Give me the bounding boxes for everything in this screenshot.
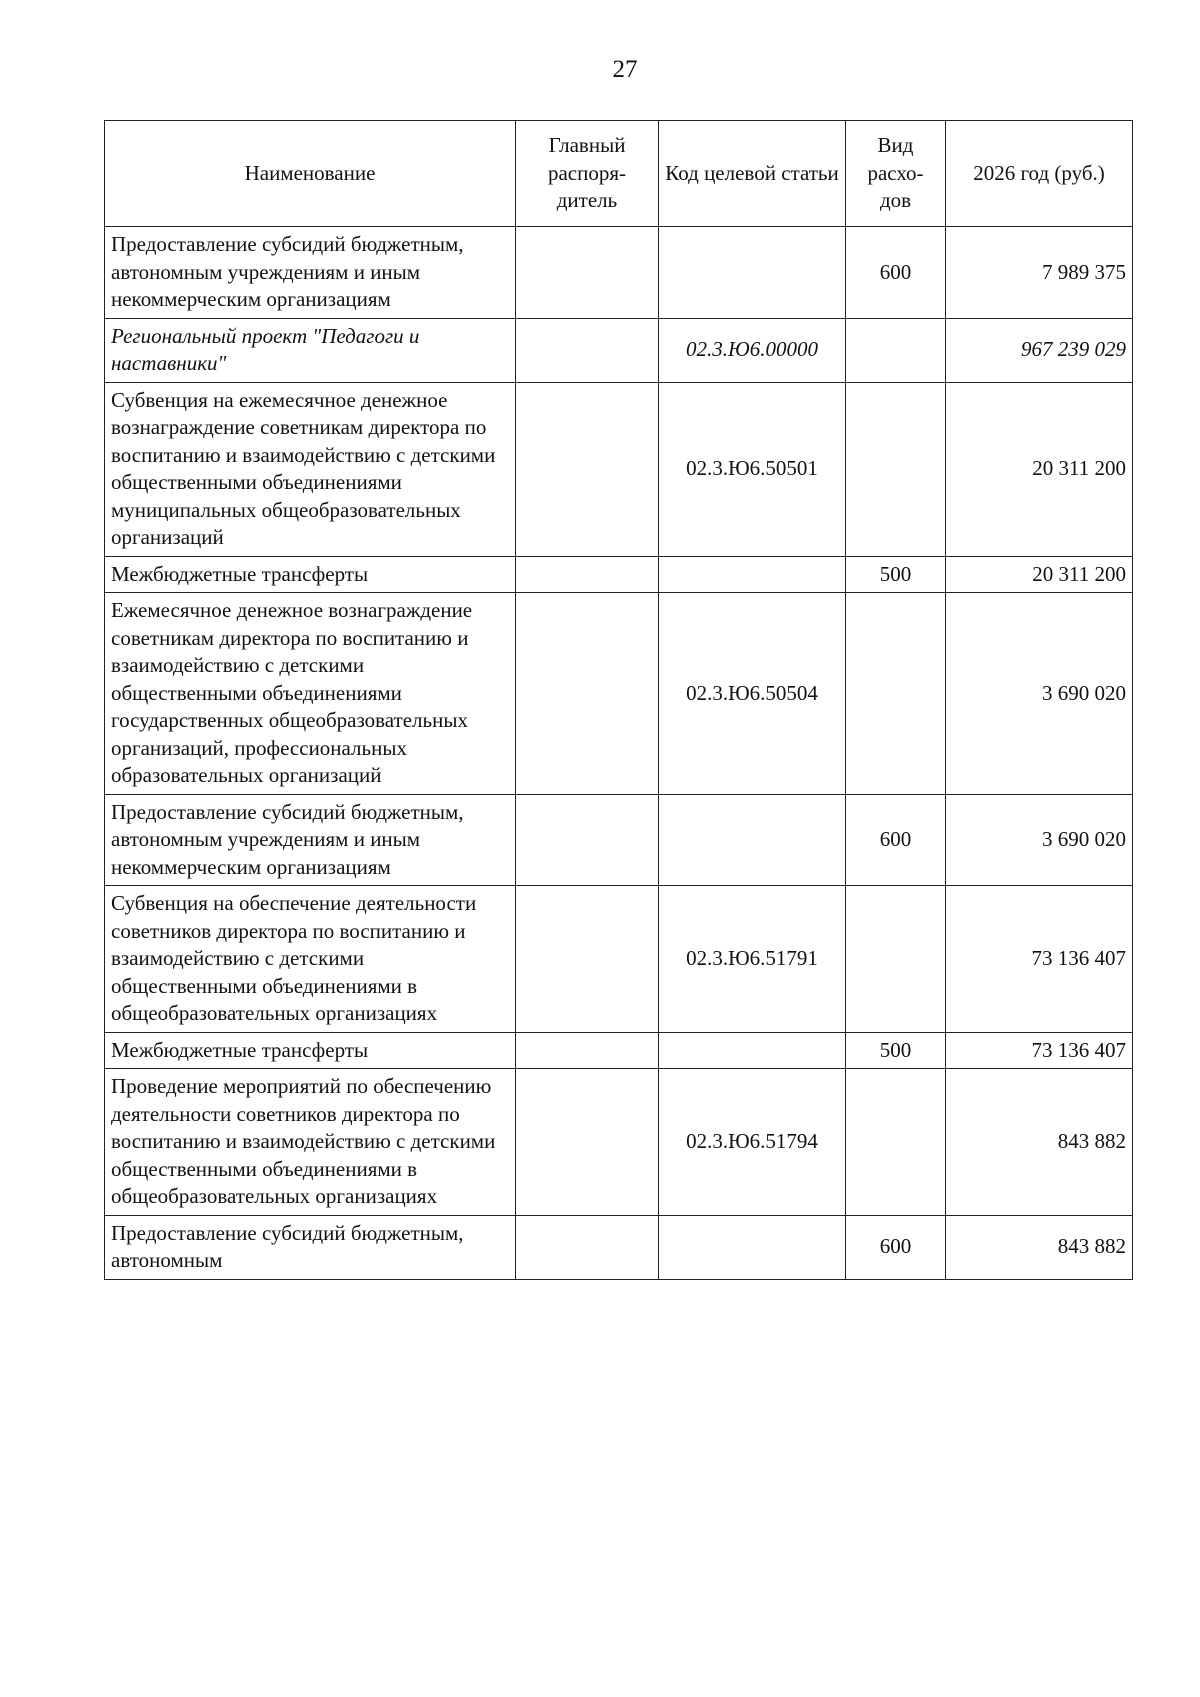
cell-grbs bbox=[516, 227, 659, 319]
page-number: 27 bbox=[612, 56, 638, 83]
header-code: Код целевой статьи bbox=[659, 121, 846, 227]
cell-vr: 500 bbox=[846, 1032, 946, 1069]
table-row bbox=[105, 593, 1133, 795]
cell-sum: 20 311 200 bbox=[946, 556, 1133, 593]
table-row bbox=[105, 886, 1133, 1033]
cell-grbs bbox=[516, 794, 659, 886]
cell-grbs bbox=[516, 1215, 659, 1279]
cell-code bbox=[659, 1215, 846, 1279]
cell-sum: 843 882 bbox=[946, 1069, 1133, 1216]
cell-code bbox=[659, 794, 846, 886]
header-vr: Вид расхо-дов bbox=[846, 121, 946, 227]
cell-name: Предоставление субсидий бюджетным, автономным bbox=[105, 1215, 516, 1279]
budget-table bbox=[104, 120, 1133, 1280]
table-row bbox=[105, 794, 1133, 886]
cell-sum: 843 882 bbox=[946, 1215, 1133, 1279]
cell-code: 02.3.Ю6.51794 bbox=[659, 1069, 846, 1216]
cell-vr: 600 bbox=[846, 794, 946, 886]
cell-name: Предоставление субсидий бюджетным, автономным учреждениям и иным некоммерческим организациям bbox=[105, 794, 516, 886]
cell-sum: 7 989 375 bbox=[946, 227, 1133, 319]
table-row bbox=[105, 382, 1133, 556]
cell-grbs bbox=[516, 382, 659, 556]
cell-sum: 73 136 407 bbox=[946, 1032, 1133, 1069]
cell-vr: 500 bbox=[846, 556, 946, 593]
table-row bbox=[105, 227, 1133, 319]
cell-sum: 3 690 020 bbox=[946, 593, 1133, 795]
cell-vr bbox=[846, 382, 946, 556]
cell-vr bbox=[846, 593, 946, 795]
cell-name: Предоставление субсидий бюджетным, автономным учреждениям и иным некоммерческим организациям bbox=[105, 227, 516, 319]
table-row bbox=[105, 556, 1133, 593]
cell-name: Региональный проект "Педагоги и наставники" bbox=[105, 318, 516, 382]
cell-name: Субвенция на ежемесячное денежное вознаграждение советникам директора по воспитанию и взаимодействию с детскими общественными объединениями муниципальных общеобразовательных организаций bbox=[105, 382, 516, 556]
cell-sum: 73 136 407 bbox=[946, 886, 1133, 1033]
cell-grbs bbox=[516, 556, 659, 593]
cell-vr bbox=[846, 318, 946, 382]
cell-vr: 600 bbox=[846, 1215, 946, 1279]
table-row bbox=[105, 1032, 1133, 1069]
cell-grbs bbox=[516, 1032, 659, 1069]
cell-sum: 20 311 200 bbox=[946, 382, 1133, 556]
cell-vr bbox=[846, 1069, 946, 1216]
cell-code: 02.3.Ю6.50501 bbox=[659, 382, 846, 556]
cell-name: Субвенция на обеспечение деятельности советников директора по воспитанию и взаимодействию с детскими общественными объединениями в общеобразовательных организациях bbox=[105, 886, 516, 1033]
cell-grbs bbox=[516, 318, 659, 382]
cell-code bbox=[659, 1032, 846, 1069]
table-body bbox=[105, 227, 1133, 1280]
cell-grbs bbox=[516, 593, 659, 795]
cell-name: Межбюджетные трансферты bbox=[105, 1032, 516, 1069]
cell-name: Проведение мероприятий по обеспечению деятельности советников директора по воспитанию и взаимодействию с детскими общественными объединениями в общеобразовательных организациях bbox=[105, 1069, 516, 1216]
header-name: Наименование bbox=[105, 121, 516, 227]
cell-sum: 967 239 029 bbox=[946, 318, 1133, 382]
cell-code bbox=[659, 556, 846, 593]
cell-code: 02.3.Ю6.00000 bbox=[659, 318, 846, 382]
table-row bbox=[105, 1215, 1133, 1279]
header-grbs: Главный распоря-дитель bbox=[516, 121, 659, 227]
cell-code: 02.3.Ю6.51791 bbox=[659, 886, 846, 1033]
header-sum: 2026 год (руб.) bbox=[946, 121, 1133, 227]
cell-code: 02.3.Ю6.50504 bbox=[659, 593, 846, 795]
table-header-row bbox=[105, 121, 1133, 227]
cell-vr: 600 bbox=[846, 227, 946, 319]
cell-sum: 3 690 020 bbox=[946, 794, 1133, 886]
table-row bbox=[105, 318, 1133, 382]
cell-grbs bbox=[516, 1069, 659, 1216]
table-row bbox=[105, 1069, 1133, 1216]
cell-name: Межбюджетные трансферты bbox=[105, 556, 516, 593]
cell-grbs bbox=[516, 886, 659, 1033]
cell-name: Ежемесячное денежное вознаграждение советникам директора по воспитанию и взаимодействию с детскими общественными объединениями государственных общеобразовательных организаций, профессиональных образовательных организаций bbox=[105, 593, 516, 795]
cell-code bbox=[659, 227, 846, 319]
cell-vr bbox=[846, 886, 946, 1033]
